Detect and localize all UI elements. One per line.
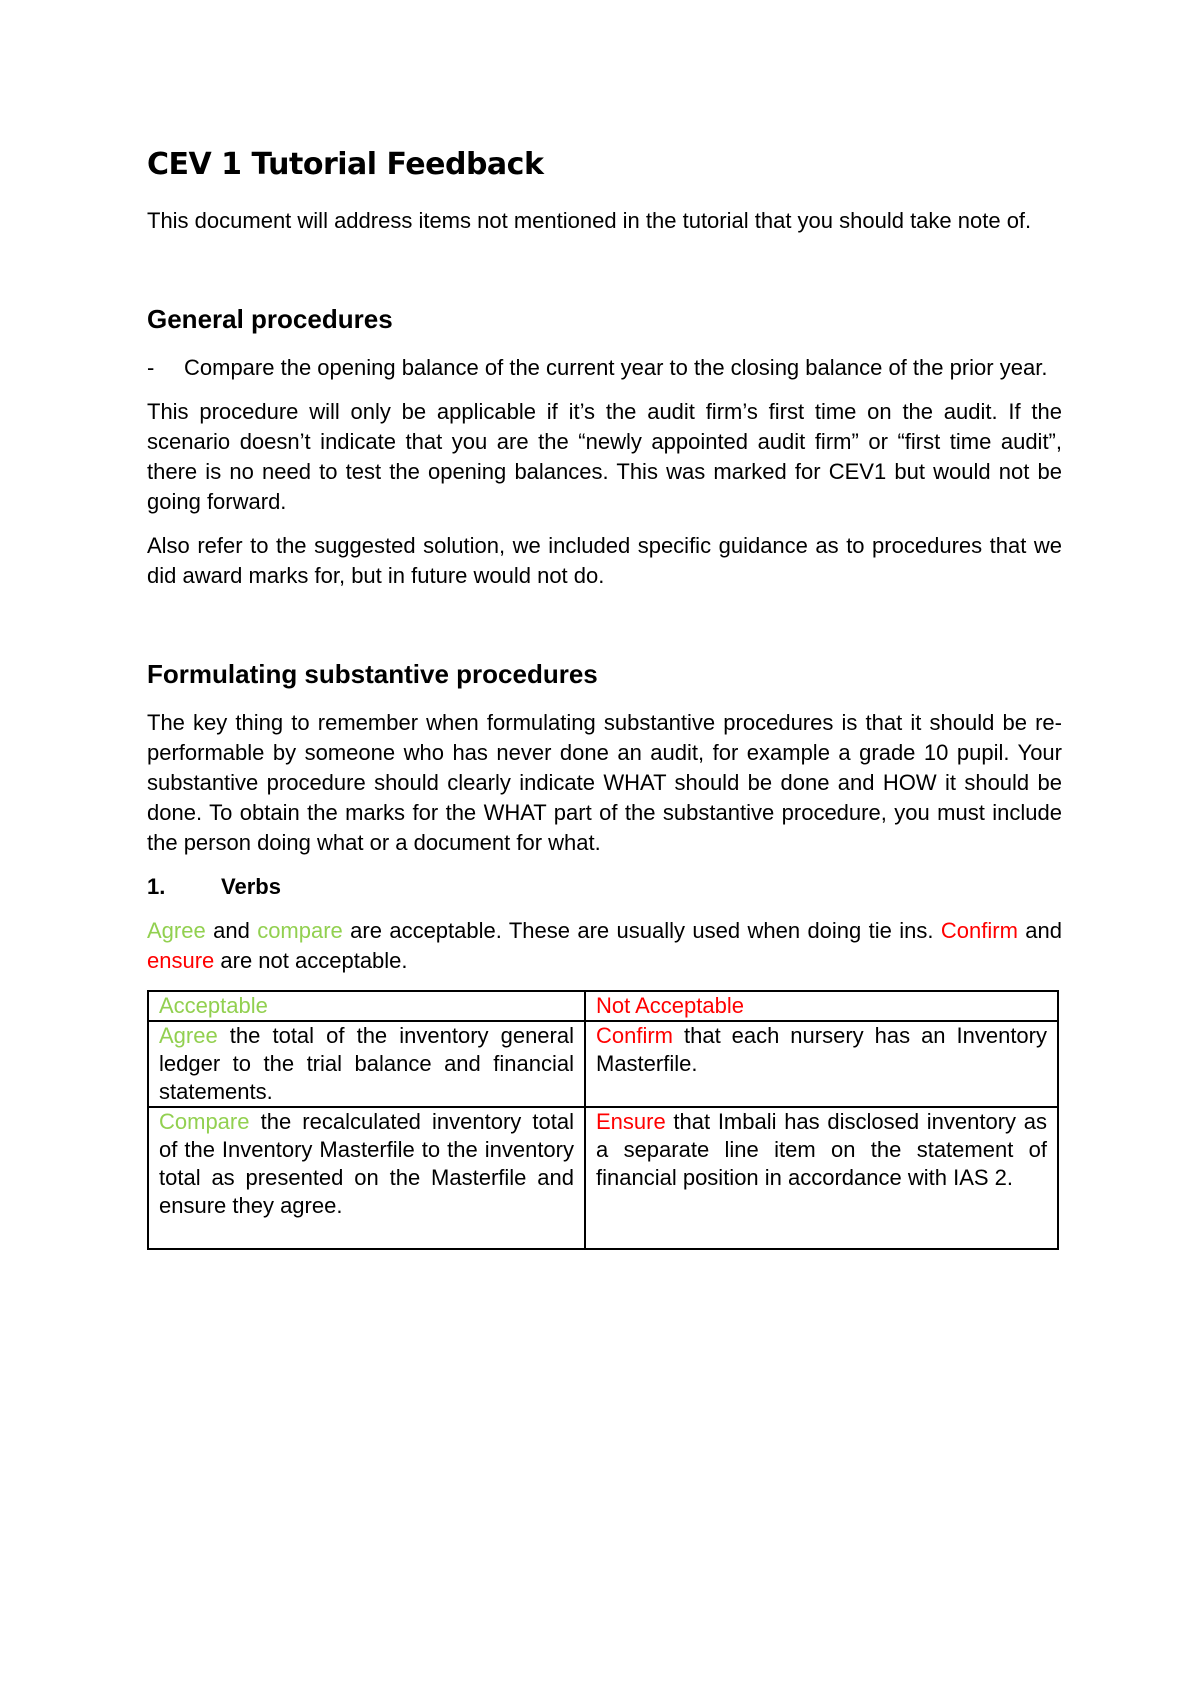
formulating-heading: Formulating substantive procedures	[147, 658, 598, 689]
verbs-table	[147, 990, 1059, 1250]
general-procedures-heading: General procedures	[147, 303, 393, 334]
suggested-solution-paragraph: Also refer to the suggested solution, we included specific guidance as to procedures that we did award marks for, but in future would not do.	[147, 532, 1062, 588]
acceptable-cell	[148, 1021, 585, 1107]
verbs-text-4: are not acceptable.	[214, 947, 408, 973]
verbs-text-2: are acceptable. These are usually used when doing tie ins.	[342, 917, 941, 943]
acceptable-text: the total of the inventory general ledger to the trial balance and financial statements.	[159, 1022, 574, 1104]
ensure-word: ensure	[147, 947, 215, 973]
verbs-paragraph	[147, 916, 1062, 976]
opening-balance-paragraph: This procedure will only be applicable if it’s the audit firm’s first time on the audit. If the scenario doesn’t indicate that you are the “newly appointed audit firm” or “first time audit”, there is no need to test the opening balances. This was marked for CEV1 but would not be going forward.	[147, 398, 1062, 514]
document-page	[147, 146, 1062, 1250]
not-acceptable-text: that each nursery has an Inventory Masterfile.	[596, 1022, 1047, 1076]
acceptable-verb: Agree	[159, 1022, 218, 1048]
not-acceptable-header: Not Acceptable	[585, 991, 1058, 1021]
bullet-dash: -	[147, 354, 155, 380]
not-acceptable-verb: Confirm	[596, 1022, 674, 1048]
verbs-text-3: and	[1017, 917, 1062, 943]
verbs-text-1: and	[205, 917, 258, 943]
verbs-number: 1.	[147, 873, 166, 899]
table-row	[148, 1107, 1058, 1249]
acceptable-verb: Compare	[159, 1108, 250, 1134]
acceptable-header: Acceptable	[148, 991, 585, 1021]
verbs-heading	[147, 872, 1062, 902]
acceptable-text: the recalculated inventory total of the Inventory Masterfile to the inventory total as presented on the Masterfile and ensure they agree.	[159, 1108, 574, 1218]
intro-paragraph: This document will address items not mentioned in the tutorial that you should take note of.	[147, 207, 1032, 233]
formulating-paragraph: The key thing to remember when formulating substantive procedures is that it should be re-performable by someone who has never done an audit, for example a grade 10 pupil. Your substantive procedure should clearly indicate WHAT should be done and HOW it should be done. To obtain the marks for the WHAT part of the substantive procedure, you must include the person doing what or a document for what.	[147, 709, 1062, 855]
bullet-text: Compare the opening balance of the current year to the closing balance of the prior year.	[184, 354, 1048, 380]
page-title: CEV 1 Tutorial Feedback	[147, 147, 544, 182]
compare-word: compare	[257, 917, 343, 943]
verbs-title: Verbs	[221, 873, 281, 899]
table-header-row	[148, 991, 1058, 1021]
acceptable-cell	[148, 1107, 585, 1249]
table-row	[148, 1021, 1058, 1107]
not-acceptable-cell	[585, 1021, 1058, 1107]
not-acceptable-cell	[585, 1107, 1058, 1249]
agree-word: Agree	[147, 917, 206, 943]
not-acceptable-text: that Imbali has disclosed inventory as a separate line item on the statement of financial position in accordance with IAS 2.	[596, 1108, 1047, 1190]
bullet-item	[147, 353, 1062, 383]
confirm-word: Confirm	[940, 917, 1018, 943]
not-acceptable-verb: Ensure	[596, 1108, 666, 1134]
